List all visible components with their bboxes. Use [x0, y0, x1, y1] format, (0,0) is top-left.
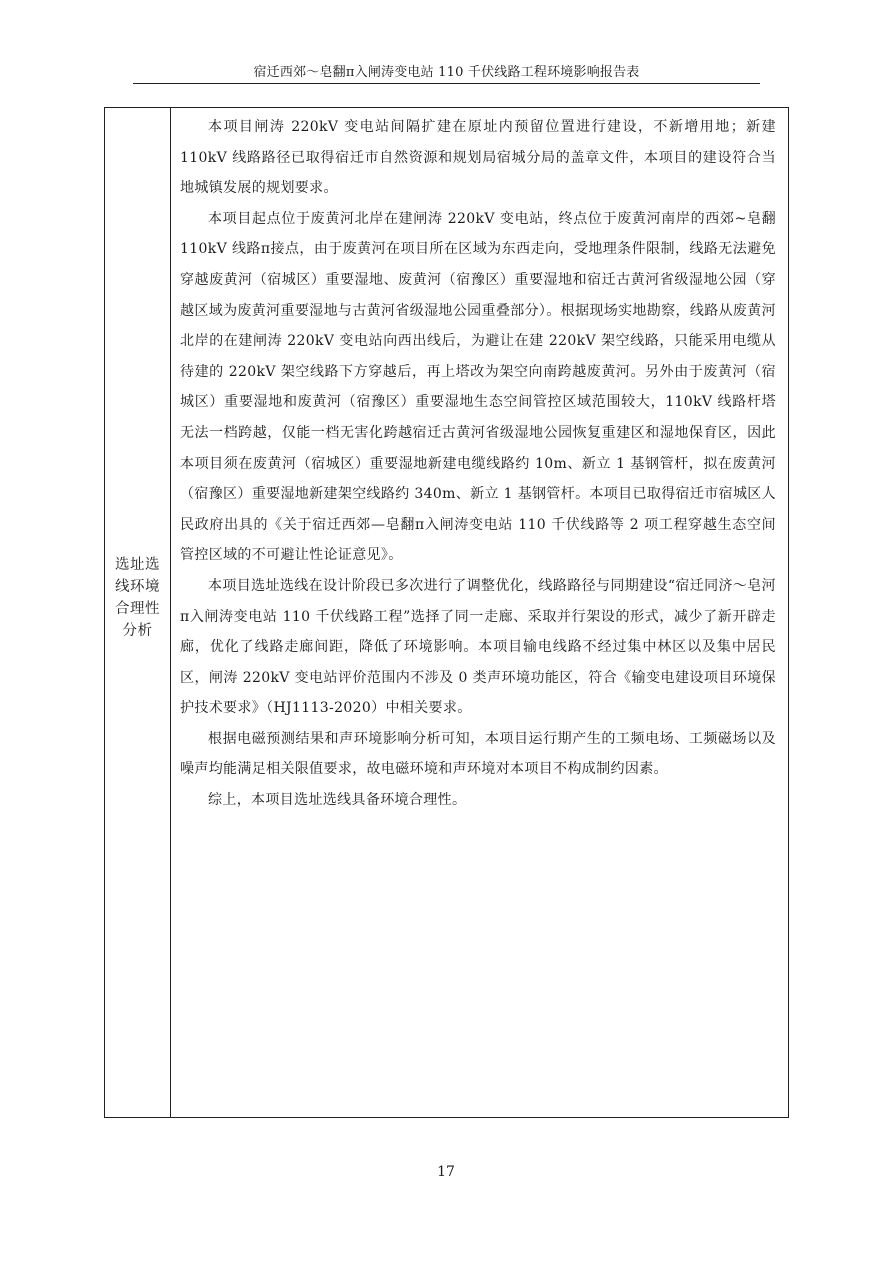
paragraph-conclusion: 综上，本项目选址选线具备环境合理性。	[208, 792, 467, 809]
content-cell	[171, 108, 788, 1117]
paragraph-route-crossing: 本项目起点位于废黄河北岸在建闸涛 220kV 变电站，终点位于废黄河南岸的西郊~皂翻 110kV 线路π接点，由于废黄河在项目所在区域为东西走向，受地理条件限制，线路无法避免穿越废黄河（宿城区）重要湿地、废黄河（宿豫区）重要湿地和宿迁古黄河省级湿地公园（穿越区域为废黄河重要湿地与古黄河省级湿地公园重叠部分）。根据现场实地勘察，线路从废黄河北岸的在建闸涛 220kV 变电站向西出线后，为避让在建 220kV 架空线路，只能采用电缆从待建的 220kV 架空线路下方穿越后，再上塔改为架空向南跨越废黄河。另外由于废黄河（宿城区）重要湿地和废黄河（宿豫区）重要湿地生态空间管控区域范围较大，110kV 线路杆塔无法一档跨越，仅能一档无害化跨越宿迁古黄河省级湿地公园恢复重建区和湿地保育区，因此本项目须在废黄河（宿城区）重要湿地新建电缆线路约 10m、新立 1 基钢管杆，拟在废黄河（宿豫区）重要湿地新建架空线路约 340m、新立 1 基钢管杆。本项目已取得宿迁市宿城区人民政府出具的《关于宿迁西郊—皂翻π入闸涛变电站 110 千伏线路等 2 项工程穿越生态空间管控区域的不可避让性论证意见》。	[180, 210, 777, 564]
label-cell	[105, 108, 171, 1117]
page-header: 宿迁西郊～皂翻π入闸涛变电站 110 千伏线路工程环境影响报告表	[133, 63, 760, 84]
paragraph-em-acoustic: 根据电磁预测结果和声环境影响分析可知，本项目运行期产生的工频电场、工频磁场以及噪声均能满足相关限值要求，故电磁环境和声环境对本项目不构成制约因素。	[180, 730, 776, 778]
analysis-table	[104, 107, 789, 1118]
section-label: 选址选线环境合理性分析	[115, 556, 160, 639]
page-number: 17	[437, 1164, 455, 1180]
paragraph-route-optimization: 本项目选址选线在设计阶段已多次进行了调整优化，线路路径与同期建设“宿迁同济～皂河π入闸涛变电站 110 千伏线路工程”选择了同一走廊、采取并行架设的形式，减少了新开辟走廊，优化了线路走廊间距，降低了环境影响。本项目输电线路不经过集中林区以及集中居民区，闸涛 220kV 变电站评价范围内不涉及 0 类声环境功能区，符合《输变电建设项目环境保护技术要求》（HJ1113-2020）中相关要求。	[180, 577, 776, 717]
paragraph-land-use: 本项目闸涛 220kV 变电站间隔扩建在原址内预留位置进行建设，不新增用地；新建 110kV 线路路径已取得宿迁市自然资源和规划局宿城分局的盖章文件，本项目的建设符合当地城镇发展的规划要求。	[180, 119, 776, 197]
